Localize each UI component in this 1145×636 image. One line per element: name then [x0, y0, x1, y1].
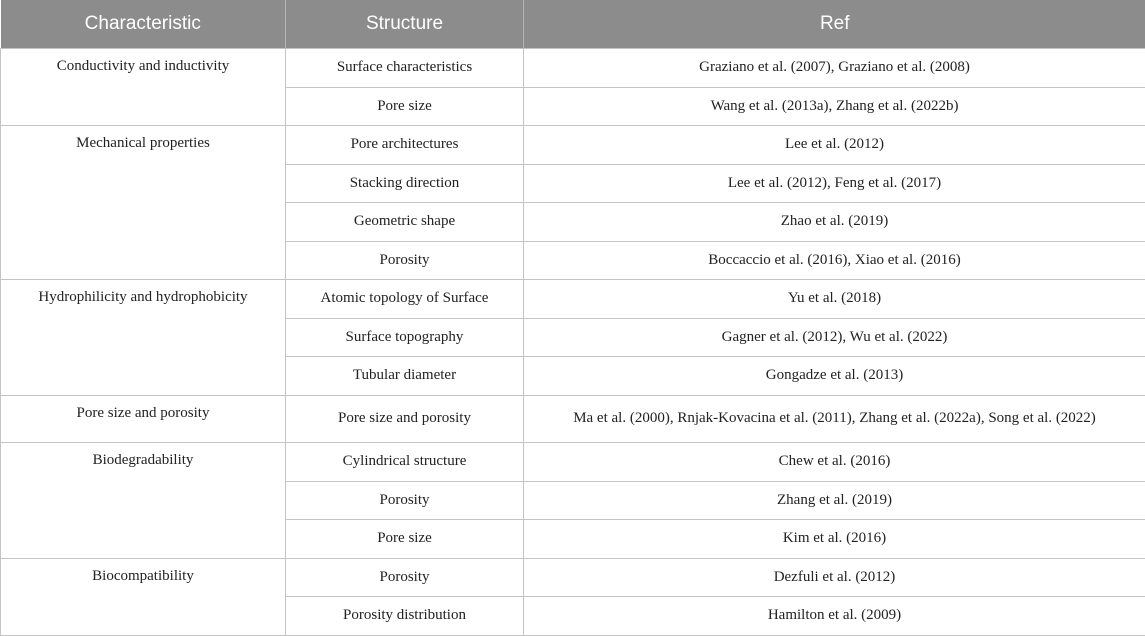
ref-cell: Lee et al. (2012) — [524, 126, 1145, 165]
structure-cell: Porosity distribution — [286, 597, 524, 636]
ref-cell: Kim et al. (2016) — [524, 520, 1145, 559]
table-row — [1, 395, 1145, 443]
structure-cell: Surface characteristics — [286, 49, 524, 88]
structure-cell: Porosity — [286, 481, 524, 520]
ref-cell: Wang et al. (2013a), Zhang et al. (2022b) — [524, 87, 1145, 126]
structure-cell: Surface topography — [286, 318, 524, 357]
structure-cell: Geometric shape — [286, 203, 524, 242]
header-characteristic: Characteristic — [1, 0, 286, 49]
header-ref: Ref — [524, 0, 1145, 49]
ref-cell: Dezfuli et al. (2012) — [524, 558, 1145, 597]
table-row — [1, 280, 1145, 319]
structure-cell: Pore size — [286, 87, 524, 126]
header-row — [1, 0, 1145, 49]
structure-cell: Stacking direction — [286, 164, 524, 203]
structure-cell: Porosity — [286, 241, 524, 280]
characteristic-cell: Biodegradability — [1, 443, 286, 559]
table-row — [1, 558, 1145, 597]
structure-cell: Cylindrical structure — [286, 443, 524, 482]
ref-cell: Gongadze et al. (2013) — [524, 357, 1145, 396]
characteristic-cell: Pore size and porosity — [1, 395, 286, 443]
structure-cell: Pore architectures — [286, 126, 524, 165]
ref-cell: Ma et al. (2000), Rnjak-Kovacina et al. (2011), Zhang et al. (2022a), Song et al. (2022) — [524, 395, 1145, 443]
ref-cell: Lee et al. (2012), Feng et al. (2017) — [524, 164, 1145, 203]
ref-cell: Gagner et al. (2012), Wu et al. (2022) — [524, 318, 1145, 357]
characteristic-cell: Conductivity and inductivity — [1, 49, 286, 126]
characteristic-cell: Biocompatibility — [1, 558, 286, 635]
structure-cell: Porosity — [286, 558, 524, 597]
structure-cell: Tubular diameter — [286, 357, 524, 396]
structure-cell: Atomic topology of Surface — [286, 280, 524, 319]
structure-cell: Pore size — [286, 520, 524, 559]
ref-cell: Chew et al. (2016) — [524, 443, 1145, 482]
characteristic-cell: Hydrophilicity and hydrophobicity — [1, 280, 286, 396]
table-body — [1, 49, 1145, 636]
table-row — [1, 443, 1145, 482]
table-row — [1, 49, 1145, 88]
table-row — [1, 126, 1145, 165]
ref-cell: Graziano et al. (2007), Graziano et al. (2008) — [524, 49, 1145, 88]
ref-cell: Zhang et al. (2019) — [524, 481, 1145, 520]
ref-cell: Hamilton et al. (2009) — [524, 597, 1145, 636]
header-structure: Structure — [286, 0, 524, 49]
structure-cell: Pore size and porosity — [286, 395, 524, 443]
ref-cell: Boccaccio et al. (2016), Xiao et al. (2016) — [524, 241, 1145, 280]
ref-cell: Yu et al. (2018) — [524, 280, 1145, 319]
characteristic-cell: Mechanical properties — [1, 126, 286, 280]
ref-cell: Zhao et al. (2019) — [524, 203, 1145, 242]
